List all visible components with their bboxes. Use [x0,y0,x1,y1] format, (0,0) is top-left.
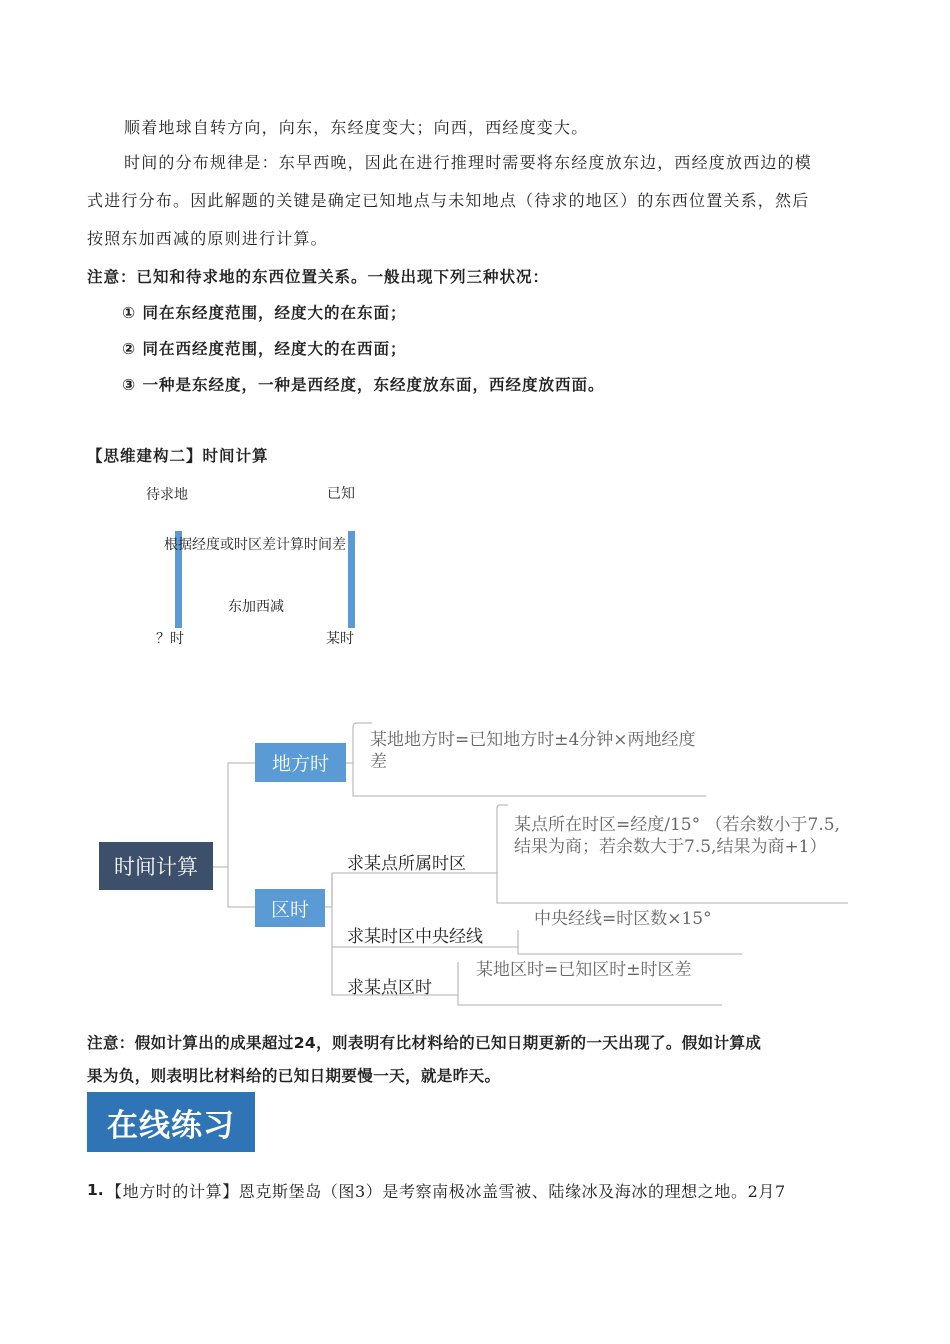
note1-item-1: ① 同在东经度范围，经度大的在东面； [122,304,407,322]
diagram-label-rule: 东加西减 [228,599,284,615]
zone-item-note-3: 某地区时=已知区时±时区差 [476,960,692,980]
intro-line-4: 按照东加西减的原则进行计算。 [87,229,328,248]
mindmap-branch-zone-time: 区时 [255,889,325,927]
intro-line-3: 式进行分布。因此解题的关键是确定已知地点与未知地点（待求的地区）的东西位置关系，然后 [87,191,810,210]
note1-title: 注意：已知和待求地的东西位置关系。一般出现下列三种状况： [87,268,550,286]
zone-item-label-2: 求某时区中央经线 [347,927,483,947]
note1-item-2: ② 同在西经度范围，经度大的在西面； [122,340,407,358]
question-1-text: 【地方时的计算】恩克斯堡岛（图3）是考察南极冰盖雪被、陆缘冰及海冰的理想之地。2月7 [106,1182,786,1201]
note2-line-2: 果为负，则表明比材料给的已知日期要慢一天，就是昨天。 [87,1067,501,1085]
intro-line-1: 顺着地球自转方向，向东，东经度变大；向西，西经度变大。 [124,118,589,137]
note2-line-1: 注意：假如计算出的成果超过24，则表明有比材料给的已知日期更新的一天出现了。假如计算成 [87,1034,762,1052]
local-time-formula: 某地地方时=已知地方时±4分钟×两地经度差 [370,730,696,772]
diagram-unknown-time: ？时 [156,631,184,647]
note1-item-3: ③ 一种是东经度，一种是西经度，东经度放东面，西经度放西面。 [122,376,605,394]
diagram-label-calc: 根据经度或时区差计算时间差 [164,537,346,553]
mindmap-root: 时间计算 [99,842,213,890]
diagram-known-time: 某时 [326,631,354,647]
intro-line-2: 时间的分布规律是：东早西晚，因此在进行推理时需要将东经度放东边，西经度放西边的模 [124,153,813,172]
section-heading: 【思维建构二】时间计算 [87,447,269,465]
diagram-label-known: 已知 [327,486,355,502]
diagram-label-target: 待求地 [146,487,188,503]
zone-item-label-3: 求某点区时 [347,978,432,998]
zone-item-label-1: 求某点所属时区 [347,854,466,874]
mindmap-branch-local-time: 地方时 [255,743,346,782]
practice-banner: 在线练习 [87,1092,255,1152]
zone-item-note-1: 某点所在时区=经度/15° （若余数小于7.5,结果为商；若余数大于7.5,结果为商+1） [514,815,840,857]
question-1-number: 1. [87,1181,104,1199]
zone-item-note-2: 中央经线=时区数×15° [534,909,712,929]
